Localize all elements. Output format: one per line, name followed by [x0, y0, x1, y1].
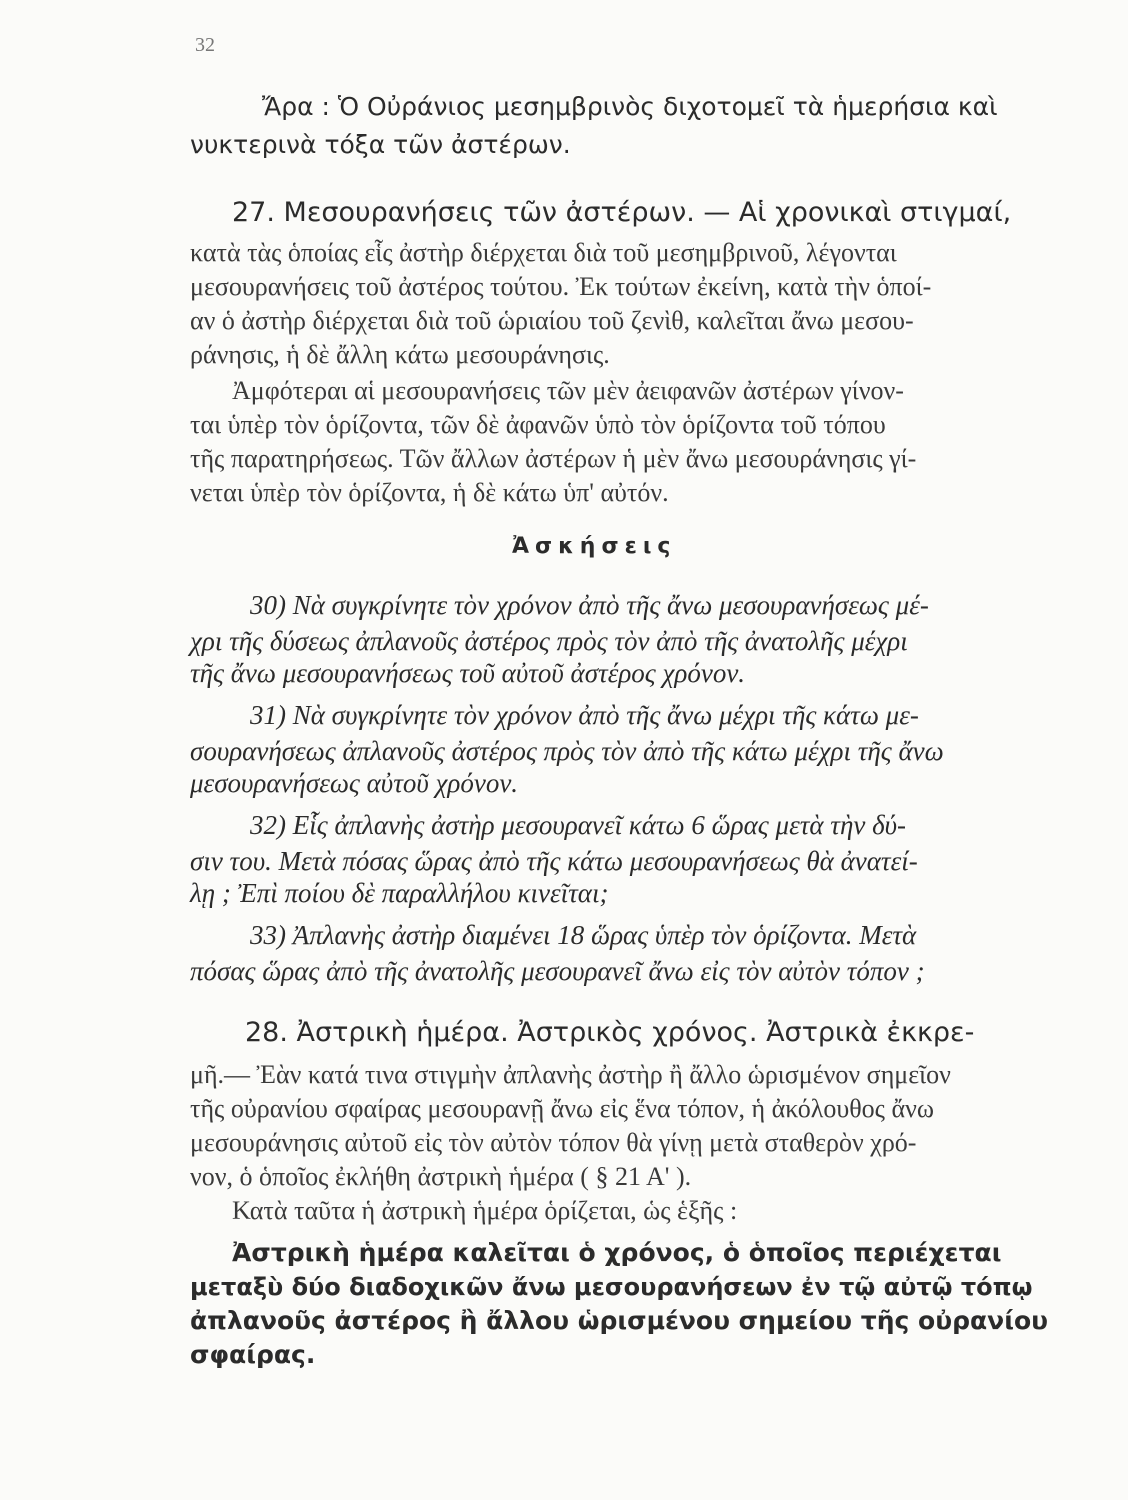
text-line: τῆς παρατηρήσεως. Τῶν ἄλλων ἀστέρων ἡ μὲν ἄνω μεσουράνησις γί- [190, 444, 917, 473]
text-line: νεται ὑπὲρ τὸν ὁρίζοντα, ἡ δὲ κάτω ὑπ' αὐτόν. [190, 478, 669, 507]
definition-line: Ἀστρικὴ ἡμέρα καλεῖται ὁ χρόνος, ὁ ὁποῖος περιέχεται [232, 1238, 1002, 1267]
exercise-line: σιν του. Μετὰ πόσας ὥρας ἀπὸ τῆς κάτω μεσουρανήσεως θὰ ἀνατεί- [190, 846, 918, 876]
text-line: Ἀμφότεραι αἱ μεσουρανήσεις τῶν μὲν ἀειφανῶν ἀστέρων γίνον- [232, 376, 904, 405]
exercise-line: λῃ ; Ἐπὶ ποίου δὲ παραλλήλου κινεῖται; [190, 878, 609, 908]
section-heading-27: 27. Μεσουρανήσεις τῶν ἀστέρων. — Αἱ χρονικαὶ στιγμαί, [232, 197, 1012, 228]
exercise-line: τῆς ἄνω μεσουρανήσεως τοῦ αὐτοῦ ἀστέρος χρόνον. [190, 658, 746, 688]
exercise-line: χρι τῆς δύσεως ἀπλανοῦς ἀστέρος πρὸς τὸν ἀπὸ τῆς ἀνατολῆς μέχρι [190, 626, 908, 656]
exercise-line: 30) Νὰ συγκρίνητε τὸν χρόνον ἀπὸ τῆς ἄνω μεσουρανήσεως μέ- [250, 590, 929, 620]
exercise-line: 32) Εἷς ἀπλανὴς ἀστὴρ μεσουρανεῖ κάτω 6 ὥρας μετὰ τὴν δύ- [250, 810, 907, 840]
exercises-heading: Ἀσκήσεις [512, 534, 677, 559]
text-line: κατὰ τὰς ὁποίας εἷς ἀστὴρ διέρχεται διὰ τοῦ μεσημβρινοῦ, λέγονται [190, 238, 897, 267]
exercise-line: 31) Νὰ συγκρίνητε τὸν χρόνον ἀπὸ τῆς ἄνω μέχρι τῆς κάτω με- [250, 700, 919, 730]
exercise-line: σουρανήσεως ἀπλανοῦς ἀστέρος πρὸς τὸν ἀπὸ τῆς κάτω μέχρι τῆς ἄνω [190, 736, 944, 766]
exercise-line: 33) Ἀπλανὴς ἀστὴρ διαμένει 18 ὥρας ὑπὲρ τὸν ὁρίζοντα. Μετὰ [250, 920, 917, 950]
text-line: μεσουρανήσεις τοῦ ἀστέρος τούτου. Ἐκ τούτων ἐκείνη, κατὰ τὴν ὁποί- [190, 272, 932, 301]
text-line: ται ὑπὲρ τὸν ὁρίζοντα, τῶν δὲ ἀφανῶν ὑπὸ τὸν ὁρίζοντα τοῦ τόπου [190, 410, 886, 439]
page-number: 32 [195, 34, 215, 56]
definition-line: μεταξὺ δύο διαδοχικῶν ἄνω μεσουρανήσεων ἐν τῷ αὐτῷ τόπῳ [190, 1273, 1033, 1301]
section-heading-28: 28. Ἀστρικὴ ἡμέρα. Ἀστρικὸς χρόνος. Ἀστρικὰ ἐκκρε- [245, 1017, 975, 1048]
text-line: νον, ὁ ὁποῖος ἐκλήθη ἀστρικὴ ἡμέρα ( § 21 Α' ). [190, 1162, 692, 1191]
text-line: νυκτερινὰ τόξα τῶν ἀστέρων. [190, 130, 571, 159]
definition-line: ἀπλανοῦς ἀστέρος ἢ ἄλλου ὡρισμένου σημείου τῆς οὐρανίου [190, 1306, 1048, 1335]
exercise-line: μεσουρανήσεως αὐτοῦ χρόνον. [190, 768, 519, 798]
text-line: αν ὁ ἀστὴρ διέρχεται διὰ τοῦ ὡριαίου τοῦ ζενὶθ, καλεῖται ἄνω μεσου- [190, 306, 914, 335]
text-line: Ἄρα : Ὁ Οὐράνιος μεσημβρινὸς διχοτομεῖ τὰ ἡμερήσια καὶ [262, 92, 998, 121]
exercise-line: πόσας ὥρας ἀπὸ τῆς ἀνατολῆς μεσουρανεῖ ἄνω εἰς τὸν αὐτὸν τόπον ; [190, 956, 925, 986]
definition-line: σφαίρας. [190, 1340, 316, 1369]
text-line: μῆ.— Ἐὰν κατά τινα στιγμὴν ἀπλανὴς ἀστὴρ ἢ ἄλλο ὡρισμένον σημεῖον [190, 1060, 951, 1089]
text-line: μεσουράνησις αὐτοῦ εἰς τὸν αὐτὸν τόπον θὰ γίνῃ μετὰ σταθερὸν χρό- [190, 1128, 917, 1157]
text-line: τῆς οὐρανίου σφαίρας μεσουρανῇ ἄνω εἰς ἕνα τόπον, ἡ ἀκόλουθος ἄνω [190, 1094, 934, 1123]
text-line: ράνησις, ἡ δὲ ἄλλη κάτω μεσουράνησις. [190, 340, 610, 369]
text-line: Κατὰ ταῦτα ἡ ἀστρικὴ ἡμέρα ὁρίζεται, ὡς ἑξῆς : [232, 1196, 738, 1225]
